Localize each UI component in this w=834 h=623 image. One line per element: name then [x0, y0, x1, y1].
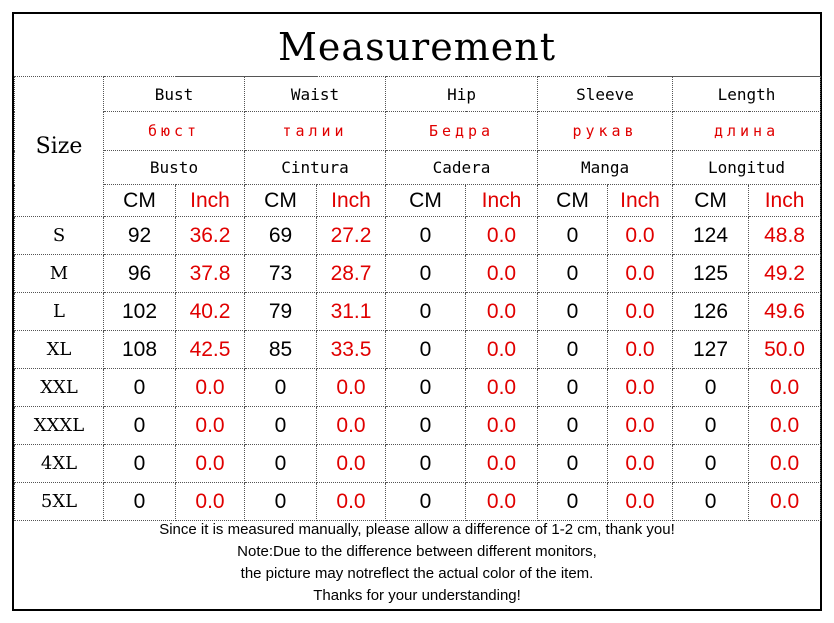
value-inch: 0.0	[749, 407, 821, 445]
value-inch: 0.0	[608, 445, 673, 483]
value-inch: 0.0	[317, 369, 386, 407]
value-inch: 0.0	[608, 369, 673, 407]
value-inch: 40.2	[176, 293, 245, 331]
value-cm: 0	[386, 369, 466, 407]
table-row	[15, 217, 821, 255]
value-inch: 37.8	[176, 255, 245, 293]
value-cm: 127	[673, 331, 749, 369]
value-cm: 0	[245, 369, 317, 407]
column-name-english: Sleeve	[538, 77, 673, 112]
value-inch: 0.0	[749, 369, 821, 407]
value-inch: 0.0	[608, 407, 673, 445]
value-inch: 0.0	[176, 483, 245, 521]
column-name-spanish: Cadera	[386, 151, 538, 185]
unit-cm-header: CM	[245, 185, 317, 217]
value-inch: 50.0	[749, 331, 821, 369]
value-inch: 0.0	[608, 255, 673, 293]
value-cm: 0	[538, 331, 608, 369]
value-inch: 0.0	[466, 255, 538, 293]
value-cm: 108	[104, 331, 176, 369]
value-cm: 0	[538, 445, 608, 483]
value-cm: 0	[386, 445, 466, 483]
value-cm: 124	[673, 217, 749, 255]
value-cm: 126	[673, 293, 749, 331]
note-line: Note:Due to the difference between different monitors,	[237, 543, 597, 560]
value-inch: 42.5	[176, 331, 245, 369]
value-inch: 0.0	[176, 369, 245, 407]
value-cm: 0	[673, 369, 749, 407]
value-inch: 33.5	[317, 331, 386, 369]
column-name-russian: Бедра	[386, 112, 538, 151]
value-cm: 73	[245, 255, 317, 293]
table-row	[15, 369, 821, 407]
value-cm: 0	[673, 407, 749, 445]
column-name-spanish: Cintura	[245, 151, 386, 185]
value-inch: 49.2	[749, 255, 821, 293]
unit-inch-header: Inch	[608, 185, 673, 217]
table-row	[15, 407, 821, 445]
size-header: Size	[15, 77, 104, 217]
value-cm: 79	[245, 293, 317, 331]
value-inch: 27.2	[317, 217, 386, 255]
unit-inch-header: Inch	[176, 185, 245, 217]
value-inch: 0.0	[608, 217, 673, 255]
size-label: 5XL	[15, 483, 104, 521]
value-cm: 0	[673, 483, 749, 521]
value-inch: 0.0	[466, 407, 538, 445]
value-inch: 0.0	[466, 369, 538, 407]
column-name-english: Bust	[104, 77, 245, 112]
value-inch: 0.0	[466, 331, 538, 369]
unit-inch-header: Inch	[749, 185, 821, 217]
unit-cm-header: CM	[386, 185, 466, 217]
unit-inch-header: Inch	[317, 185, 386, 217]
size-label: XXL	[15, 369, 104, 407]
value-cm: 0	[538, 217, 608, 255]
column-name-russian: бюст	[104, 112, 245, 151]
value-cm: 0	[245, 483, 317, 521]
table-row	[15, 445, 821, 483]
value-cm: 92	[104, 217, 176, 255]
value-cm: 0	[386, 331, 466, 369]
value-cm: 0	[538, 255, 608, 293]
value-inch: 28.7	[317, 255, 386, 293]
value-cm: 96	[104, 255, 176, 293]
value-cm: 0	[538, 293, 608, 331]
value-inch: 48.8	[749, 217, 821, 255]
unit-inch-header: Inch	[466, 185, 538, 217]
value-inch: 0.0	[466, 293, 538, 331]
value-inch: 0.0	[317, 483, 386, 521]
notes	[14, 519, 820, 607]
value-cm: 85	[245, 331, 317, 369]
value-cm: 0	[104, 483, 176, 521]
value-cm: 0	[245, 445, 317, 483]
value-inch: 0.0	[466, 483, 538, 521]
value-cm: 0	[245, 407, 317, 445]
value-cm: 0	[386, 293, 466, 331]
size-label: XXXL	[15, 407, 104, 445]
value-cm: 0	[538, 369, 608, 407]
value-cm: 0	[386, 407, 466, 445]
column-name-russian: талии	[245, 112, 386, 151]
value-cm: 0	[386, 255, 466, 293]
column-name-russian: рукав	[538, 112, 673, 151]
value-inch: 0.0	[749, 483, 821, 521]
value-inch: 0.0	[176, 407, 245, 445]
note-line: the picture may notreflect the actual color of the item.	[240, 565, 594, 582]
column-name-english: Length	[673, 77, 821, 112]
value-inch: 0.0	[466, 445, 538, 483]
value-cm: 0	[673, 445, 749, 483]
size-label: 4XL	[15, 445, 104, 483]
value-inch: 49.6	[749, 293, 821, 331]
value-cm: 0	[538, 483, 608, 521]
value-cm: 69	[245, 217, 317, 255]
value-cm: 125	[673, 255, 749, 293]
value-cm: 0	[386, 483, 466, 521]
value-inch: 0.0	[176, 445, 245, 483]
value-cm: 0	[538, 407, 608, 445]
size-label: M	[15, 255, 104, 293]
value-inch: 31.1	[317, 293, 386, 331]
table-row	[15, 255, 821, 293]
value-inch: 36.2	[176, 217, 245, 255]
size-label: S	[15, 217, 104, 255]
value-cm: 102	[104, 293, 176, 331]
unit-cm-header: CM	[673, 185, 749, 217]
value-inch: 0.0	[608, 331, 673, 369]
note-line: Since it is measured manually, please allow a difference of 1-2 cm, thank you!	[159, 521, 675, 538]
column-name-spanish: Longitud	[673, 151, 821, 185]
value-cm: 0	[104, 369, 176, 407]
measurement-chart	[12, 12, 822, 611]
column-name-spanish: Busto	[104, 151, 245, 185]
value-inch: 0.0	[608, 483, 673, 521]
note-line: Thanks for your understanding!	[313, 587, 521, 604]
column-name-english: Waist	[245, 77, 386, 112]
value-cm: 0	[104, 407, 176, 445]
column-name-english: Hip	[386, 77, 538, 112]
value-inch: 0.0	[317, 407, 386, 445]
column-name-russian: длина	[673, 112, 821, 151]
page-title: Measurement	[14, 14, 820, 77]
size-table	[14, 76, 821, 521]
table-row	[15, 483, 821, 521]
value-inch: 0.0	[749, 445, 821, 483]
size-label: L	[15, 293, 104, 331]
value-inch: 0.0	[317, 445, 386, 483]
unit-cm-header: CM	[104, 185, 176, 217]
value-inch: 0.0	[608, 293, 673, 331]
size-label: XL	[15, 331, 104, 369]
table-row	[15, 293, 821, 331]
value-inch: 0.0	[466, 217, 538, 255]
table-row	[15, 331, 821, 369]
value-cm: 0	[386, 217, 466, 255]
value-cm: 0	[104, 445, 176, 483]
unit-cm-header: CM	[538, 185, 608, 217]
column-name-spanish: Manga	[538, 151, 673, 185]
